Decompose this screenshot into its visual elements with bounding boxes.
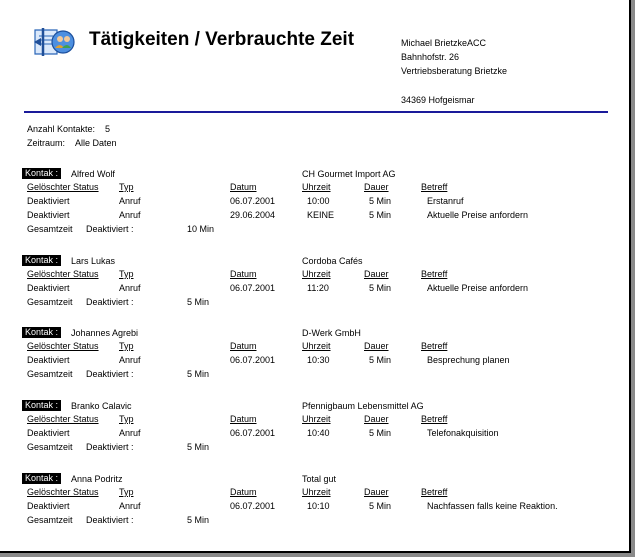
total-time-label: Gesamtzeit — [27, 442, 73, 452]
column-header-datum: Datum — [230, 269, 257, 279]
activity-uhrzeit: 11:20 — [307, 283, 329, 293]
column-header-uhrzeit: Uhrzeit — [302, 414, 331, 424]
activity-datum: 06.07.2001 — [230, 283, 276, 293]
column-header-uhrzeit: Uhrzeit — [302, 182, 331, 192]
total-deactivated-label: Deaktiviert : — [86, 442, 134, 452]
activity-dauer: 5 Min — [368, 428, 391, 438]
activity-typ: Anruf — [119, 210, 141, 220]
address-line-company: Vertriebsberatung Brietzke — [401, 66, 508, 76]
contact-name: Lars Lukas — [71, 256, 116, 266]
period-label: Zeitraum: — [27, 138, 66, 148]
column-header-betreff: Betreff — [421, 414, 448, 424]
address-line-street: Bahnhofstr. 26 — [401, 52, 460, 62]
contact-name: Branko Calavic — [71, 401, 132, 411]
address-line-name: Michael BrietzkeACC — [401, 38, 487, 48]
activity-datum: 06.07.2001 — [230, 428, 276, 438]
column-header-datum: Datum — [230, 341, 257, 351]
activity-betreff: Telefonakquisition — [427, 428, 499, 438]
activity-betreff: Aktuelle Preise anfordern — [427, 210, 529, 220]
activity-uhrzeit: 10:40 — [307, 428, 330, 438]
column-header-dauer: Dauer — [364, 341, 389, 351]
activity-status: Deaktiviert — [27, 501, 70, 511]
column-header-status: Gelöschter Status — [27, 182, 99, 192]
column-header-betreff: Betreff — [421, 487, 448, 497]
column-header-typ: Typ — [119, 341, 134, 351]
contact-name: Johannes Agrebi — [71, 328, 139, 338]
column-header-dauer: Dauer — [364, 414, 389, 424]
column-header-typ: Typ — [119, 182, 134, 192]
contact-name: Anna Podritz — [71, 474, 123, 484]
column-header-dauer: Dauer — [364, 487, 389, 497]
activity-dauer: 5 Min — [368, 210, 391, 220]
total-time-label: Gesamtzeit — [27, 369, 73, 379]
activity-datum: 06.07.2001 — [230, 196, 276, 206]
total-time-value: 5 Min — [187, 297, 210, 307]
total-time-value: 5 Min — [187, 442, 210, 452]
activity-datum: 06.07.2001 — [230, 355, 276, 365]
contact-name: Alfred Wolf — [71, 169, 115, 179]
contacts-count-value: 5 — [105, 124, 111, 134]
total-deactivated-label: Deaktiviert : — [86, 515, 134, 525]
column-header-dauer: Dauer — [364, 269, 389, 279]
activity-status: Deaktiviert — [27, 283, 70, 293]
column-header-status: Gelöschter Status — [27, 341, 99, 351]
column-header-uhrzeit: Uhrzeit — [302, 341, 331, 351]
activity-dauer: 5 Min — [368, 283, 391, 293]
column-header-betreff: Betreff — [421, 341, 448, 351]
activity-status: Deaktiviert — [27, 355, 70, 365]
report-title: Tätigkeiten / Verbrauchte Zeit — [89, 29, 355, 50]
column-header-typ: Typ — [119, 414, 134, 424]
total-time-value: 5 Min — [187, 515, 210, 525]
address-line-city: 34369 Hofgeismar — [401, 95, 475, 105]
contacts-count-label: Anzahl Kontakte: — [27, 124, 96, 134]
header-divider — [24, 111, 608, 113]
contact-label-badge: Kontak : — [22, 473, 61, 484]
contact-company: D-Werk GmbH — [302, 328, 361, 338]
activity-status: Deaktiviert — [27, 428, 70, 438]
total-time-label: Gesamtzeit — [27, 224, 73, 234]
activity-typ: Anruf — [119, 283, 141, 293]
activity-dauer: 5 Min — [368, 355, 391, 365]
period-value: Alle Daten — [75, 138, 117, 148]
activity-uhrzeit: 10:00 — [307, 196, 330, 206]
contact-company: Cordoba Cafés — [302, 256, 363, 266]
contact-label-badge: Kontak : — [22, 327, 61, 338]
report-logo-icon — [33, 26, 77, 58]
column-header-uhrzeit: Uhrzeit — [302, 269, 331, 279]
column-header-datum: Datum — [230, 414, 257, 424]
total-time-label: Gesamtzeit — [27, 297, 73, 307]
activity-typ: Anruf — [119, 501, 141, 511]
column-header-betreff: Betreff — [421, 182, 448, 192]
activity-status: Deaktiviert — [27, 196, 70, 206]
column-header-typ: Typ — [119, 487, 134, 497]
contact-label-badge: Kontak : — [22, 255, 61, 266]
activity-typ: Anruf — [119, 196, 141, 206]
contact-company: CH Gourmet Import AG — [302, 169, 396, 179]
column-header-datum: Datum — [230, 487, 257, 497]
total-deactivated-label: Deaktiviert : — [86, 224, 134, 234]
activity-betreff: Nachfassen falls keine Reaktion. — [427, 501, 558, 511]
activity-uhrzeit: 10:30 — [307, 355, 330, 365]
activity-uhrzeit: KEINE — [307, 210, 335, 220]
activity-dauer: 5 Min — [368, 501, 391, 511]
activity-betreff: Besprechung planen — [427, 355, 510, 365]
column-header-typ: Typ — [119, 269, 134, 279]
contact-company: Pfennigbaum Lebensmittel AG — [302, 401, 424, 411]
activity-typ: Anruf — [119, 355, 141, 365]
total-time-value: 10 Min — [187, 224, 215, 234]
activity-betreff: Erstanruf — [427, 196, 464, 206]
contact-label-badge: Kontak : — [22, 168, 61, 179]
activity-status: Deaktiviert — [27, 210, 70, 220]
total-time-value: 5 Min — [187, 369, 210, 379]
activity-dauer: 5 Min — [368, 196, 391, 206]
column-header-datum: Datum — [230, 182, 257, 192]
activity-datum: 29.06.2004 — [230, 210, 276, 220]
activity-betreff: Aktuelle Preise anfordern — [427, 283, 529, 293]
total-deactivated-label: Deaktiviert : — [86, 369, 134, 379]
column-header-betreff: Betreff — [421, 269, 448, 279]
column-header-uhrzeit: Uhrzeit — [302, 487, 331, 497]
column-header-status: Gelöschter Status — [27, 269, 99, 279]
total-deactivated-label: Deaktiviert : — [86, 297, 134, 307]
activity-uhrzeit: 10:10 — [307, 501, 330, 511]
column-header-status: Gelöschter Status — [27, 487, 99, 497]
contact-company: Total gut — [302, 474, 337, 484]
column-header-status: Gelöschter Status — [27, 414, 99, 424]
activity-typ: Anruf — [119, 428, 141, 438]
contact-label-badge: Kontak : — [22, 400, 61, 411]
total-time-label: Gesamtzeit — [27, 515, 73, 525]
column-header-dauer: Dauer — [364, 182, 389, 192]
activity-datum: 06.07.2001 — [230, 501, 276, 511]
